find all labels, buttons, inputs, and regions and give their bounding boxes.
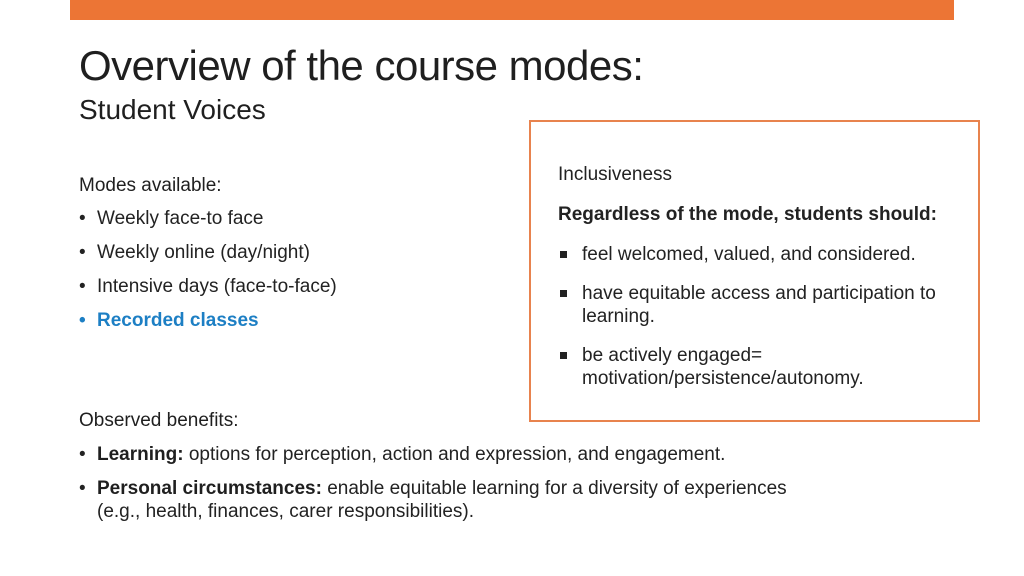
slide-subtitle: Student Voices bbox=[79, 94, 266, 125]
inclusiveness-item: be actively engaged= motivation/persistence/autonomy. bbox=[582, 345, 864, 389]
top-accent-bar bbox=[70, 0, 954, 20]
benefits-heading: Observed benefits: bbox=[79, 410, 239, 431]
modes-heading: Modes available: bbox=[79, 175, 222, 196]
inclusiveness-heading: Inclusiveness bbox=[558, 164, 673, 185]
benefits-list bbox=[79, 443, 799, 534]
benefit-text bbox=[97, 443, 799, 466]
list-item bbox=[79, 275, 337, 309]
mode-item-label-highlighted: Recorded classes bbox=[97, 310, 259, 331]
square-bullet-icon bbox=[558, 282, 582, 328]
benefit-description: options for perception, action and expression, and engagement. bbox=[183, 444, 726, 465]
inclusiveness-list bbox=[558, 243, 973, 406]
benefit-text bbox=[97, 477, 799, 523]
inclusiveness-item: feel welcomed, valued, and considered. bbox=[582, 244, 916, 265]
list-item bbox=[558, 282, 973, 328]
bullet-icon: • bbox=[79, 208, 86, 229]
slide-title: Overview of the course modes: bbox=[79, 42, 644, 89]
square-bullet-icon bbox=[558, 243, 582, 266]
list-item bbox=[79, 477, 799, 523]
mode-item-label: Intensive days (face-to-face) bbox=[97, 276, 337, 297]
list-item bbox=[79, 443, 799, 466]
mode-item-label: Weekly online (day/night) bbox=[97, 242, 310, 263]
inclusiveness-item: have equitable access and participation to learning. bbox=[582, 283, 936, 327]
square-bullet-icon bbox=[558, 344, 582, 390]
benefit-description: enable equitable learning for a diversity of experiences (e.g., health, finances, carer responsibilities). bbox=[97, 478, 787, 522]
list-item bbox=[558, 243, 973, 266]
bullet-icon: • bbox=[79, 276, 86, 297]
list-item bbox=[79, 309, 337, 343]
inclusiveness-subheading: Regardless of the mode, students should: bbox=[558, 204, 937, 225]
bullet-icon: • bbox=[79, 242, 86, 263]
list-item bbox=[79, 241, 337, 275]
mode-item-label: Weekly face-to face bbox=[97, 208, 264, 229]
benefit-label: Learning: bbox=[97, 444, 184, 465]
bullet-icon: • bbox=[79, 310, 86, 331]
bullet-icon: • bbox=[79, 478, 86, 499]
bullet-icon: • bbox=[79, 444, 86, 465]
list-item bbox=[558, 344, 973, 390]
modes-list bbox=[79, 207, 337, 343]
list-item bbox=[79, 207, 337, 241]
benefit-label: Personal circumstances: bbox=[97, 478, 322, 499]
